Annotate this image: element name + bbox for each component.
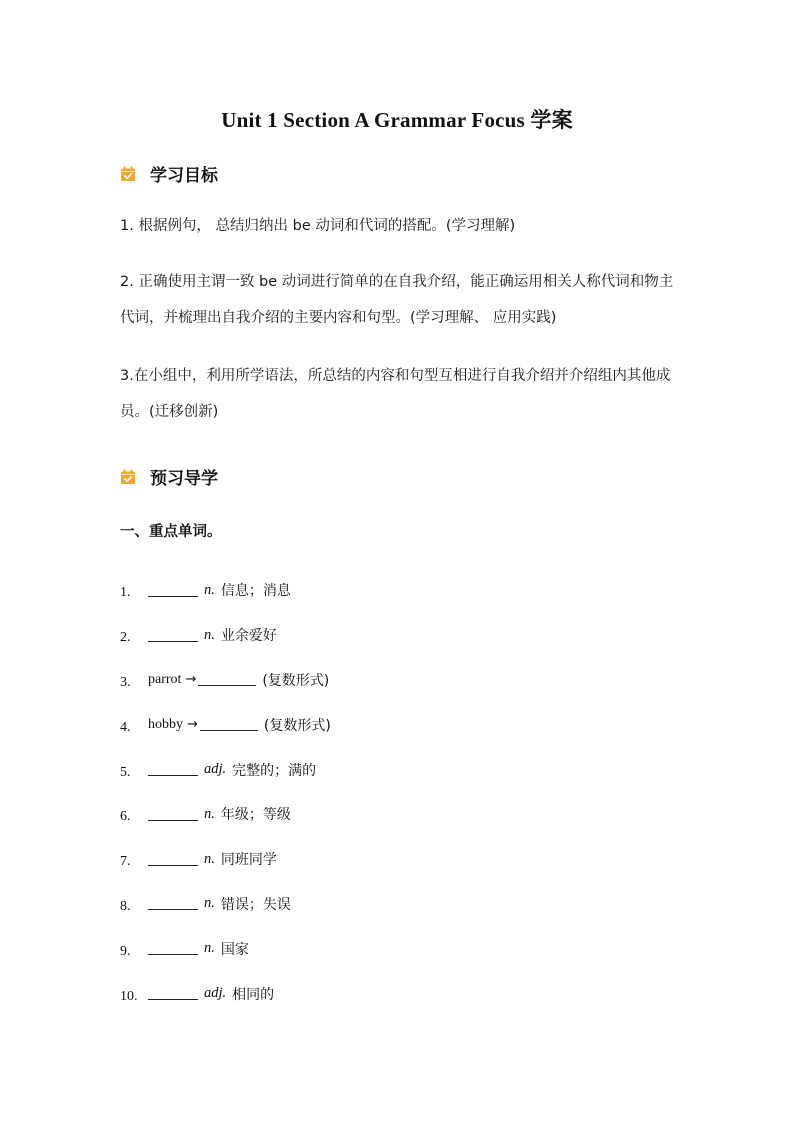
part-of-speech: n.	[204, 581, 215, 598]
section-heading-goals	[120, 161, 218, 186]
item-number: 6.	[120, 809, 131, 825]
word-meaning: 相同的	[232, 986, 275, 1003]
item-number: 2.	[120, 630, 131, 646]
part-of-speech: adj.	[204, 761, 227, 778]
vocab-item	[120, 792, 680, 837]
source-word: hobby	[148, 716, 183, 732]
document-title: Unit 1 Section A Grammar Focus 学案	[221, 108, 573, 132]
vocab-item	[120, 658, 680, 703]
vocab-item	[120, 882, 680, 927]
vocab-subheading: 一、重点单词。	[120, 524, 222, 540]
item-number: 8.	[120, 898, 131, 914]
part-of-speech: n.	[204, 895, 215, 912]
arrow-icon: →	[185, 672, 197, 688]
vocab-item	[120, 568, 680, 613]
word-meaning: 业余爱好	[220, 628, 277, 645]
item-number: 10.	[120, 988, 138, 1004]
calendar-check-icon	[120, 469, 136, 485]
vocab-item	[120, 702, 680, 747]
vocab-item	[120, 971, 680, 1016]
item-number: 5.	[120, 764, 131, 780]
source-word: parrot	[148, 671, 182, 687]
form-note: (复数形式)	[263, 717, 331, 734]
part-of-speech: adj.	[204, 985, 227, 1002]
part-of-speech: n.	[204, 850, 215, 867]
item-number: 3.	[120, 674, 131, 690]
answer-blank[interactable]	[198, 673, 256, 686]
calendar-check-icon	[120, 166, 136, 182]
arrow-icon: →	[187, 717, 198, 733]
answer-blank[interactable]	[148, 853, 198, 866]
word-meaning: 年级；等级	[220, 807, 291, 824]
answer-blank[interactable]	[148, 763, 198, 776]
word-meaning: 同班同学	[220, 852, 277, 869]
goal-item-2: 2. 正确使用主谓一致 be 动词进行简单的在自我介绍，能正确运用相关人称代词和物主代词，并梳理出自我介绍的主要内容和句型。(学习理解、 应用实践)	[120, 274, 674, 326]
answer-blank[interactable]	[148, 629, 198, 642]
item-number: 9.	[120, 943, 131, 959]
vocab-list	[120, 568, 680, 1016]
part-of-speech: n.	[204, 626, 215, 643]
goal-item-1: 1. 根据例句， 总结归纳出 be 动词和代词的搭配。(学习理解)	[120, 218, 516, 234]
answer-blank[interactable]	[148, 897, 198, 910]
vocab-item	[120, 837, 680, 882]
goal-item-3: 3.在小组中，利用所学语法，所总结的内容和句型互相进行自我介绍并介绍组内其他成员。(迁移创新)	[120, 368, 671, 420]
answer-blank[interactable]	[200, 718, 258, 731]
section-heading-preview	[120, 464, 218, 489]
word-meaning: 完整的；满的	[232, 762, 317, 779]
answer-blank[interactable]	[148, 987, 198, 1000]
answer-blank[interactable]	[148, 808, 198, 821]
word-meaning: 国家	[220, 941, 249, 958]
item-number: 7.	[120, 854, 131, 870]
answer-blank[interactable]	[148, 584, 198, 597]
answer-blank[interactable]	[148, 942, 198, 955]
section-heading-label: 预习导学	[150, 469, 218, 489]
vocab-item	[120, 613, 680, 658]
vocab-item	[120, 747, 680, 792]
part-of-speech: n.	[204, 940, 215, 957]
item-number: 4.	[120, 719, 131, 735]
word-meaning: 错误；失误	[220, 896, 291, 913]
part-of-speech: n.	[204, 805, 215, 822]
form-note: (复数形式)	[262, 672, 330, 689]
section-heading-label: 学习目标	[150, 166, 218, 186]
vocab-item	[120, 926, 680, 971]
word-meaning: 信息；消息	[220, 583, 291, 600]
item-number: 1.	[120, 585, 131, 601]
